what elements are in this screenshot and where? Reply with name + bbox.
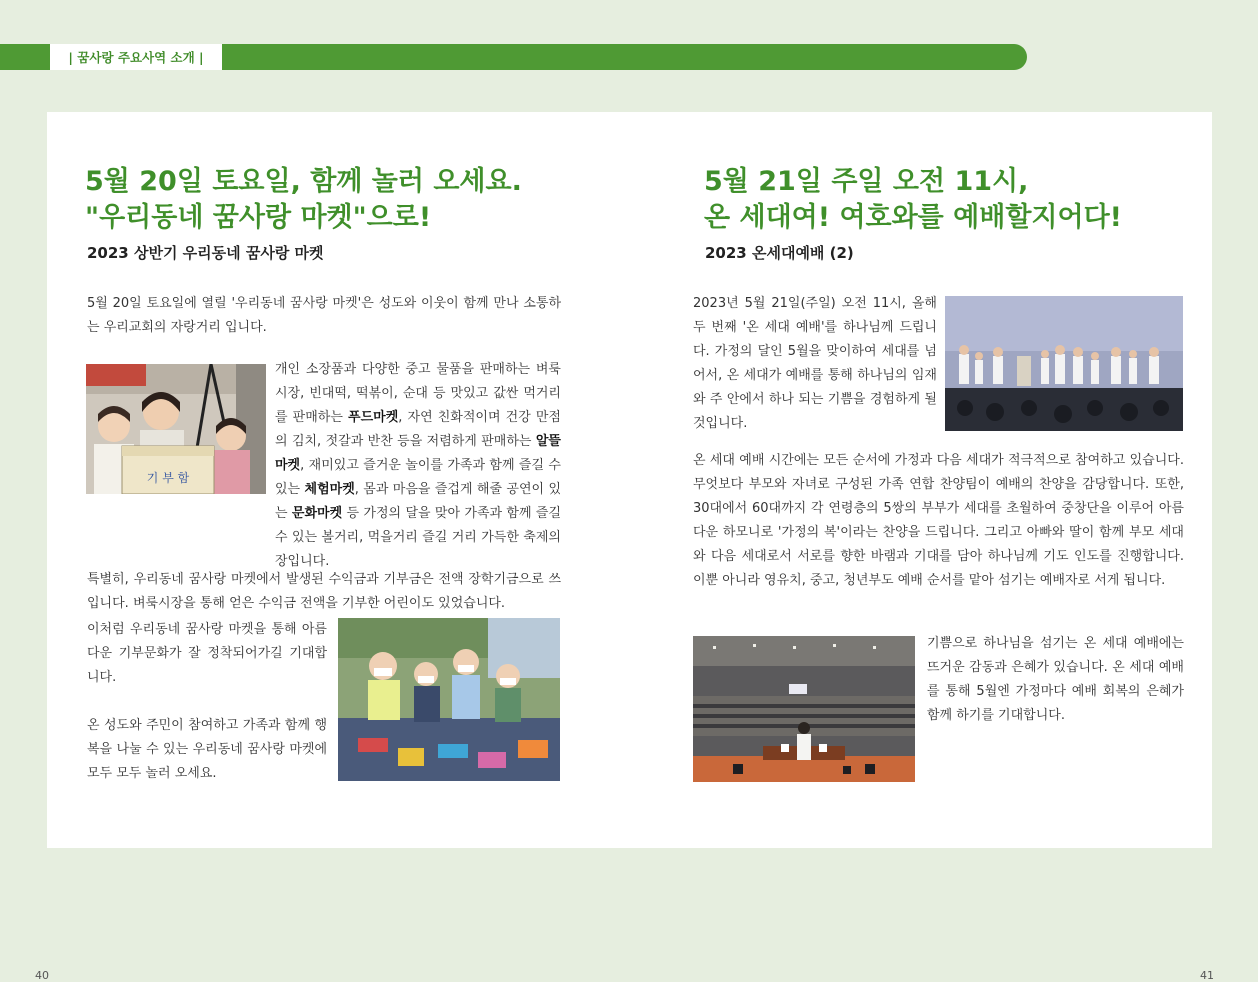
left-p2-s2: , 자연 친화적이며 건강 만점의 김치, 젓갈과 반찬 등을 저렴하게 판매하는 — [275, 410, 561, 449]
spread-sheet — [35, 112, 1214, 982]
experience-market-label: 체험마켓 — [304, 482, 355, 497]
flea-market-photo — [338, 618, 560, 781]
right-title — [704, 164, 1122, 236]
food-market-label: 푸드마켓 — [348, 410, 399, 425]
right-subtitle: 2023 온세대예배 (2) — [705, 244, 854, 262]
right-title-line1: 5월 21일 주일 오전 11시, — [704, 166, 1029, 197]
left-page-number: 40 — [35, 969, 49, 982]
right-title-line2: 온 세대여! 여호와를 예배할지어다! — [704, 202, 1122, 233]
section-label: | 꿈사랑 주요사역 소개 | — [68, 50, 204, 65]
left-p2-s3: , 재미있고 즐거운 놀이를 가족과 함께 즐길 수 있는 — [275, 458, 561, 497]
culture-market-label: 문화마켓 — [291, 506, 343, 521]
right-page-number: 41 — [1200, 969, 1214, 982]
left-donation-paragraph: 특별히, 우리동네 꿈사랑 마켓에서 발생된 수익금과 기부금은 전액 장학기금으로 쓰입니다. 벼룩시장을 통해 얻은 수익금 전액을 기부한 어린이도 있었습니다. — [87, 572, 561, 611]
left-p2-s5: 등 가정의 달을 맞아 가족과 함께 즐길 수 있는 볼거리, 먹을거리 즐길 거리 가득한 축제의 장입니다. — [275, 506, 561, 569]
right-closing-paragraph: 기쁨으로 하나님을 섬기는 온 세대 예배에는 뜨거운 감동과 은혜가 있습니다. 온 세대 예배를 통해 5월엔 가정마다 예배 회복의 은혜가 함께 하기를 기대합니다. — [927, 636, 1184, 723]
left-title-line1: 5월 20일 토요일, 함께 놀러 오세요. — [85, 166, 522, 197]
left-culture-paragraph: 이처럼 우리동네 꿈사랑 마켓을 통해 아름다운 기부문화가 잘 정착되어가길 기대합니다. — [87, 622, 327, 685]
flea-market-image — [338, 618, 560, 781]
thrift-market-label: 알뜰마켓 — [275, 434, 561, 473]
left-market-paragraph-top — [275, 358, 561, 574]
right-intro-paragraph: 2023년 5월 21일(주일) 오전 11시, 올해 두 번째 '온 세대 예배'를 하나님께 드립니다. 가정의 달인 5월을 맞이하여 세대를 넘어서, 온 세대가 예배를 통해 하나님의 임재와 주 안에서 하나 되는 기쁨을 경험하게 될 것입니다. — [693, 296, 937, 431]
left-title-line2: "우리동네 꿈사랑 마켓"으로! — [85, 202, 432, 233]
worship-hall-photo — [693, 636, 915, 782]
donation-box-label: 기 부 함 — [146, 471, 190, 485]
left-subtitle: 2023 상반기 우리동네 꿈사랑 마켓 — [87, 244, 324, 262]
left-p2-s1: 개인 소장품과 다양한 중고 물품을 판매하는 벼룩시장, 빈대떡, 떡볶이, 순대 등 맛있고 값싼 먹거리를 판매하는 — [275, 362, 561, 425]
worship-choir-photo — [945, 296, 1183, 431]
right-program-paragraph: 온 세대 예배 시간에는 모든 순서에 가정과 다음 세대가 적극적으로 참여하고 있습니다. 무엇보다 부모와 자녀로 구성된 가족 연합 찬양팀이 예배의 찬양을 감당합니다. 또한, 30대에서 60대까지 각 연령층의 5쌍의 부부가 세대를 초월하여 중창단을 이루어 아름다운 하모니로 '가정의 복'이라는 찬양을 드립니다. 그리고 아빠와 딸이 함께 부모 세대와 다음 세대로서 서로를 향한 바램과 기대를 담아 하나님께 기도 인도를 진행합니다. 이뿐 아니라 영유치, 중고, 청년부도 예배 순서를 맡아 섬기는 예배자로 서게 됩니다. — [693, 453, 1184, 588]
worship-choir-image — [945, 296, 1183, 431]
left-title — [85, 164, 522, 236]
section-header-tab — [47, 44, 225, 70]
worship-hall-image — [693, 636, 915, 782]
market-kids-photo — [86, 364, 266, 494]
market-kids-image — [86, 364, 266, 494]
left-intro: 5월 20일 토요일에 열릴 '우리동네 꿈사랑 마켓'은 성도와 이웃이 함께 만나 소통하는 우리교회의 자랑거리 입니다. — [87, 296, 561, 335]
left-invite-paragraph: 온 성도와 주민이 참여하고 가족과 함께 행복을 나눌 수 있는 우리동네 꿈사랑 마켓에 모두 모두 놀러 오세요. — [87, 718, 327, 781]
left-p2-s4: , 몸과 마음을 즐겁게 해줄 공연이 있는 — [275, 482, 562, 521]
